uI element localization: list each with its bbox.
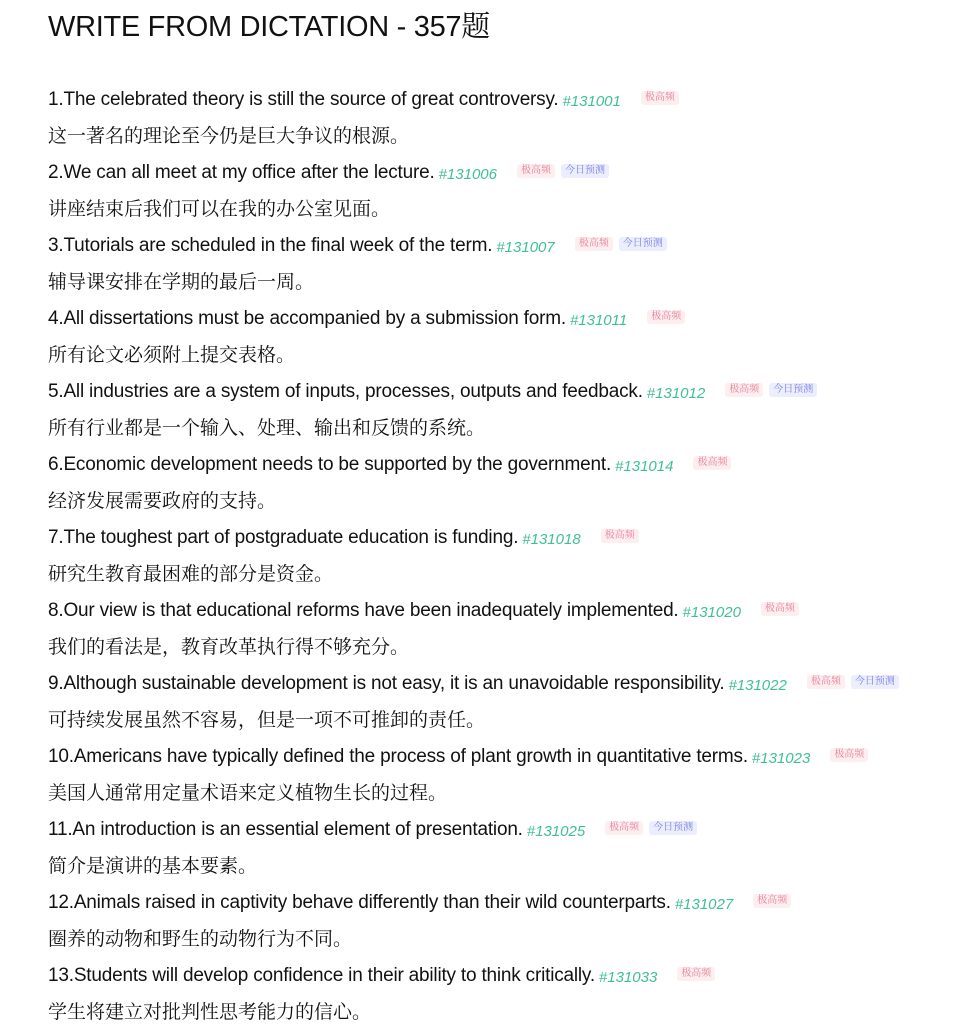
chinese-translation: 研究生教育最困难的部分是资金。 — [48, 563, 334, 585]
today-prediction-badge: 今日预测 — [649, 821, 697, 835]
question-code[interactable]: #131011 — [569, 312, 628, 329]
list-item — [48, 742, 968, 815]
english-sentence: 9.Although sustainable development is not easy, it is an unavoidable responsibility. — [48, 673, 725, 694]
list-item — [48, 888, 968, 961]
list-item — [48, 669, 968, 742]
list-item — [48, 815, 968, 888]
list-item — [48, 158, 968, 231]
sentence-line — [48, 85, 968, 115]
sentence-line — [48, 742, 968, 772]
chinese-translation: 辅导课安排在学期的最后一周。 — [48, 271, 315, 293]
list-item — [48, 85, 968, 158]
sentence-line — [48, 596, 968, 626]
high-frequency-badge: 极高频 — [517, 164, 555, 178]
today-prediction-badge: 今日预测 — [561, 164, 609, 178]
list-item — [48, 596, 968, 669]
high-frequency-badge: 极高频 — [677, 967, 715, 981]
english-sentence: 6.Economic development needs to be supported by the government. — [48, 454, 612, 475]
high-frequency-badge: 极高频 — [641, 91, 679, 105]
english-sentence: 13.Students will develop confidence in their ability to think critically. — [48, 965, 595, 986]
question-code[interactable]: #131018 — [522, 531, 581, 548]
sentence-line — [48, 158, 968, 188]
english-sentence: 2.We can all meet at my office after the lecture. — [48, 162, 435, 183]
sentence-line — [48, 377, 968, 407]
question-code[interactable]: #131014 — [615, 458, 674, 475]
chinese-translation: 我们的看法是，教育改革执行得不够充分。 — [48, 636, 410, 658]
sentence-list — [48, 85, 968, 1034]
sentence-line — [48, 815, 968, 845]
high-frequency-badge: 极高频 — [830, 748, 868, 762]
question-code[interactable]: #131025 — [526, 823, 586, 840]
english-sentence: 3.Tutorials are scheduled in the final week of the term. — [48, 235, 493, 256]
chinese-translation: 所有行业都是一个输入、处理、输出和反馈的系统。 — [48, 417, 486, 439]
question-code[interactable]: #131027 — [674, 896, 734, 913]
high-frequency-badge: 极高频 — [761, 602, 799, 616]
sentence-line — [48, 450, 968, 480]
english-sentence: 7.The toughest part of postgraduate education is funding. — [48, 527, 519, 548]
list-item — [48, 523, 968, 596]
today-prediction-badge: 今日预测 — [851, 675, 899, 689]
english-sentence: 8.Our view is that educational reforms have been inadequately implemented. — [48, 600, 679, 621]
high-frequency-badge: 极高频 — [693, 456, 731, 470]
sentence-line — [48, 888, 968, 918]
list-item — [48, 304, 968, 377]
high-frequency-badge: 极高频 — [601, 529, 639, 543]
question-code[interactable]: #131006 — [438, 166, 497, 183]
english-sentence: 11.An introduction is an essential element of presentation. — [48, 819, 523, 840]
english-sentence: 1.The celebrated theory is still the source of great controversy. — [48, 89, 559, 110]
today-prediction-badge: 今日预测 — [769, 383, 817, 397]
list-item — [48, 231, 968, 304]
question-code[interactable]: #131020 — [682, 604, 741, 621]
sentence-line — [48, 231, 968, 261]
english-sentence: 10.Americans have typically defined the process of plant growth in quantitative terms. — [48, 746, 748, 767]
chinese-translation: 所有论文必须附上提交表格。 — [48, 344, 296, 366]
list-item — [48, 961, 968, 1034]
today-prediction-badge: 今日预测 — [619, 237, 667, 251]
chinese-translation: 可持续发展虽然不容易，但是一项不可推卸的责任。 — [48, 709, 486, 731]
chinese-translation: 讲座结束后我们可以在我的办公室见面。 — [48, 198, 391, 220]
sentence-line — [48, 304, 968, 334]
question-code[interactable]: #131007 — [496, 239, 555, 256]
chinese-translation: 美国人通常用定量术语来定义植物生长的过程。 — [48, 782, 448, 804]
high-frequency-badge: 极高频 — [725, 383, 763, 397]
question-code[interactable]: #131022 — [728, 677, 787, 694]
high-frequency-badge: 极高频 — [647, 310, 685, 324]
question-code[interactable]: #131001 — [562, 93, 621, 110]
chinese-translation: 简介是演讲的基本要素。 — [48, 855, 258, 877]
english-sentence: 5.All industries are a system of inputs, processes, outputs and feedback. — [48, 381, 643, 402]
english-sentence: 4.All dissertations must be accompanied by a submission form. — [48, 308, 566, 329]
chinese-translation: 这一著名的理论至今仍是巨大争议的根源。 — [48, 125, 410, 147]
english-sentence: 12.Animals raised in captivity behave differently than their wild counterparts. — [48, 892, 671, 913]
sentence-line — [48, 523, 968, 553]
question-code[interactable]: #131012 — [646, 385, 706, 402]
chinese-translation: 学生将建立对批判性思考能力的信心。 — [48, 1001, 372, 1023]
chinese-translation: 经济发展需要政府的支持。 — [48, 490, 277, 512]
high-frequency-badge: 极高频 — [605, 821, 643, 835]
page-title: WRITE FROM DICTATION - 357题 — [48, 11, 490, 43]
list-item — [48, 450, 968, 523]
high-frequency-badge: 极高频 — [753, 894, 791, 908]
high-frequency-badge: 极高频 — [807, 675, 845, 689]
high-frequency-badge: 极高频 — [575, 237, 613, 251]
sentence-line — [48, 669, 968, 699]
sentence-line — [48, 961, 968, 991]
question-code[interactable]: #131033 — [598, 969, 658, 986]
question-code[interactable]: #131023 — [751, 750, 811, 767]
chinese-translation: 圈养的动物和野生的动物行为不同。 — [48, 928, 353, 950]
list-item — [48, 377, 968, 450]
